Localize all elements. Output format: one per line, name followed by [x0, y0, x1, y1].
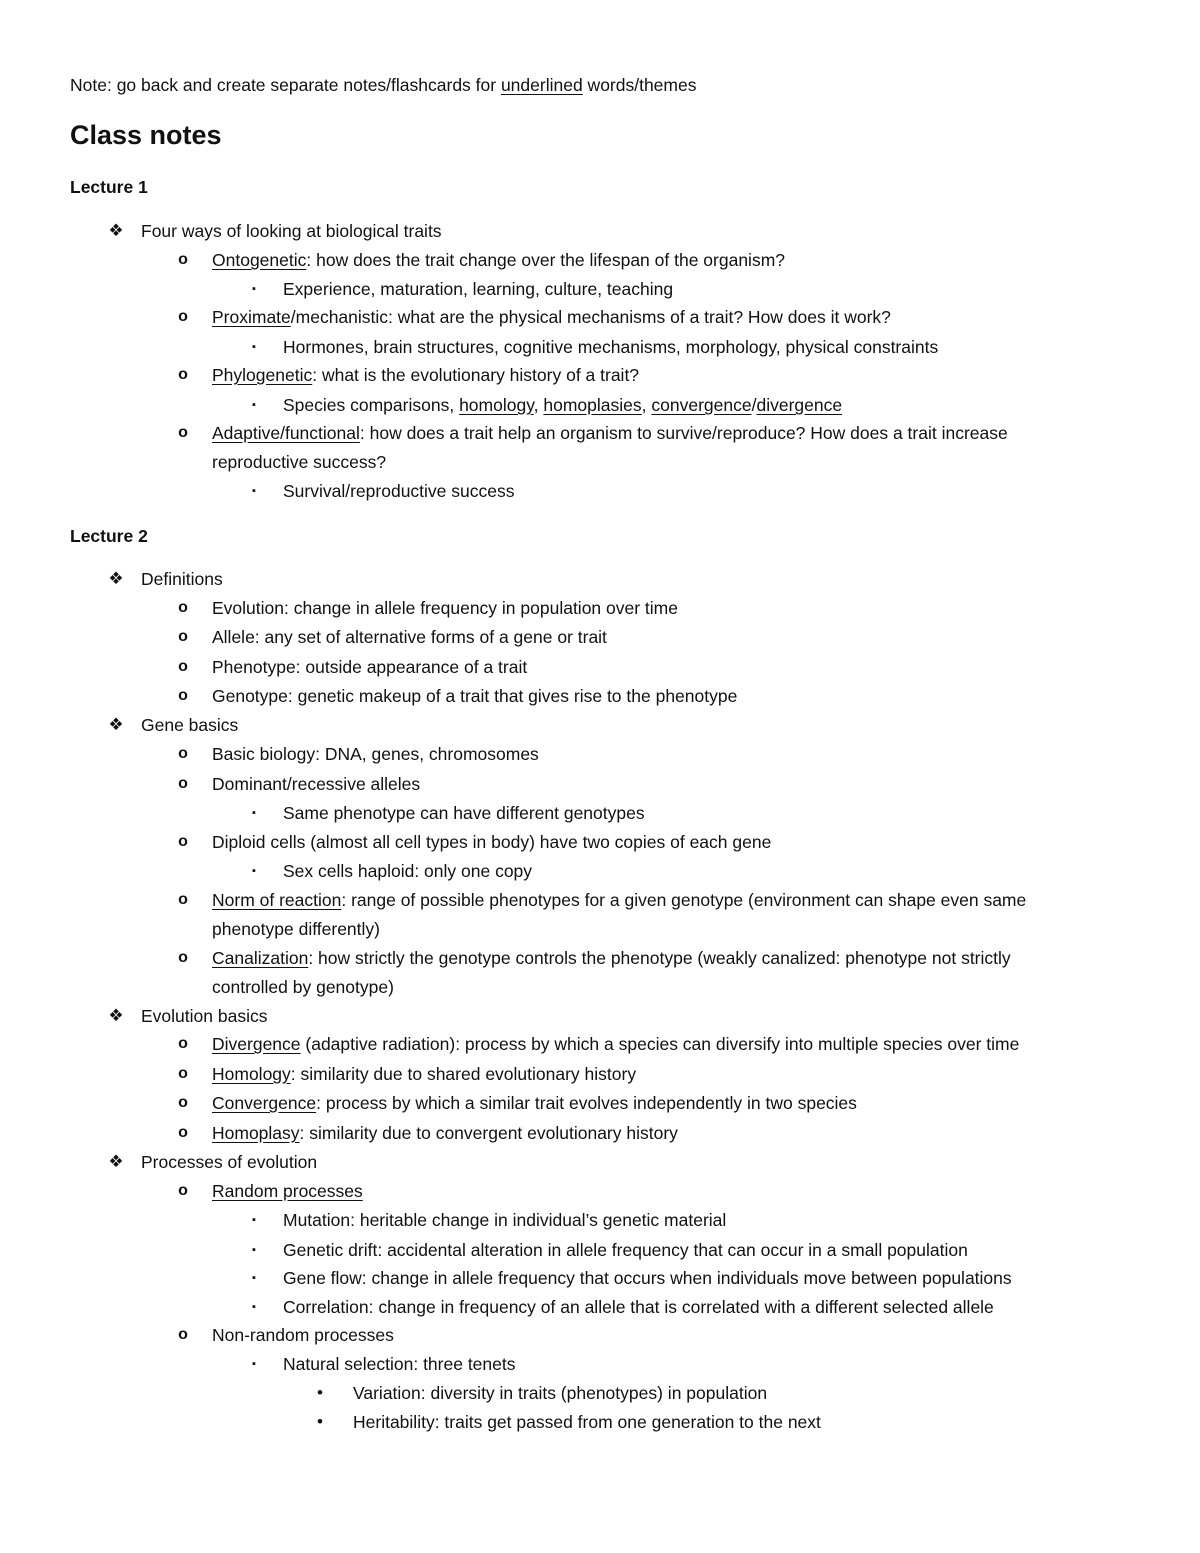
phylo-sub-sep1: ,: [533, 395, 544, 415]
random-process: Genetic drift: accidental alteration in allele frequency that can occur in a small population: [283, 1240, 968, 1260]
phylo-sub-homoplasies: homoplasies: [543, 395, 642, 415]
canalization-item: [212, 946, 1011, 970]
basic-biology-item: Basic biology: DNA, genes, chromosomes: [212, 744, 539, 764]
circle-bullet-icon: o: [178, 1094, 188, 1111]
circle-bullet-icon: o: [178, 599, 188, 616]
note-underlined: underlined: [500, 75, 583, 95]
square-bullet-icon: ▪: [252, 1301, 256, 1313]
dominant-sub: Same phenotype can have different genotypes: [283, 803, 645, 823]
canalization-cont: controlled by genotype): [212, 977, 394, 997]
definition-item: Allele: any set of alternative forms of a gene or trait: [212, 627, 607, 647]
diamond-bullet-icon: ❖: [108, 221, 124, 240]
proximate-sub: Hormones, brain structures, cognitive mechanisms, morphology, physical constraints: [283, 337, 939, 357]
square-bullet-icon: ▪: [252, 1214, 256, 1226]
diamond-bullet-icon: ❖: [108, 569, 124, 588]
circle-bullet-icon: o: [178, 251, 188, 268]
diploid-sub: Sex cells haploid: only one copy: [283, 861, 533, 881]
diamond-bullet-icon: ❖: [108, 715, 124, 734]
dominant-item: Dominant/recessive alleles: [212, 774, 421, 794]
norm-cont: phenotype differently): [212, 919, 380, 939]
proximate-item: [212, 305, 891, 329]
definition-item: Evolution: change in allele frequency in population over time: [212, 598, 678, 618]
circle-bullet-icon: o: [178, 366, 188, 383]
random-processes-item: Random processes: [212, 1181, 363, 1201]
circle-bullet-icon: o: [178, 1182, 188, 1199]
non-random-processes-item: Non-random processes: [212, 1325, 394, 1345]
circle-bullet-icon: o: [178, 1035, 188, 1052]
phylo-sub-slash: /: [751, 395, 757, 415]
square-bullet-icon: ▪: [252, 485, 256, 497]
homology-item: [212, 1062, 636, 1086]
proximate-term: Proximate: [212, 307, 291, 327]
natural-selection-item: Natural selection: three tenets: [283, 1354, 516, 1374]
phylo-sub-prefix: Species comparisons,: [283, 395, 460, 415]
square-bullet-icon: ▪: [252, 807, 256, 819]
square-bullet-icon: ▪: [252, 399, 256, 411]
circle-bullet-icon: o: [178, 628, 188, 645]
phylo-sub-homology: homology: [459, 395, 534, 415]
phylo-sub-convergence: convergence: [651, 395, 752, 415]
square-bullet-icon: ▪: [252, 1244, 256, 1256]
circle-bullet-icon: o: [178, 949, 188, 966]
circle-bullet-icon: o: [178, 1065, 188, 1082]
homoplasy-item: [212, 1121, 678, 1145]
norm-term: Norm of reaction: [212, 890, 342, 910]
circle-bullet-icon: o: [178, 775, 188, 792]
ontogenetic-item: [212, 248, 785, 272]
tenet-item: Heritability: traits get passed from one generation to the next: [353, 1412, 821, 1432]
circle-bullet-icon: o: [178, 658, 188, 675]
note-suffix: words/themes: [582, 75, 697, 95]
dot-bullet-icon: •: [317, 1383, 323, 1402]
square-bullet-icon: ▪: [252, 865, 256, 877]
adaptive-term: Adaptive/functional: [212, 423, 360, 443]
phylo-sub-divergence: divergence: [756, 395, 843, 415]
divergence-term: Divergence: [212, 1034, 301, 1054]
divergence-desc: (adaptive radiation): process by which a species can diversify into multiple species over time: [300, 1034, 1020, 1054]
homoplasy-term: Homoplasy: [212, 1123, 300, 1143]
norm-item: [212, 888, 1026, 912]
random-process: Gene flow: change in allele frequency that occurs when individuals move between populations: [283, 1268, 1012, 1288]
convergence-term: Convergence: [212, 1093, 317, 1113]
homology-term: Homology: [212, 1064, 291, 1084]
square-bullet-icon: ▪: [252, 1358, 256, 1370]
circle-bullet-icon: o: [178, 424, 188, 441]
diamond-bullet-icon: ❖: [108, 1152, 124, 1171]
tenet-item: Variation: diversity in traits (phenotypes) in population: [353, 1383, 768, 1403]
circle-bullet-icon: o: [178, 745, 188, 762]
adaptive-sub: Survival/reproductive success: [283, 481, 515, 501]
note-line: [70, 73, 696, 97]
circle-bullet-icon: o: [178, 687, 188, 704]
phylogenetic-desc: : what is the evolutionary history of a trait?: [312, 365, 640, 385]
convergence-item: [212, 1091, 857, 1115]
ontogenetic-term: Ontogenetic: [212, 250, 307, 270]
square-bullet-icon: ▪: [252, 283, 256, 295]
circle-bullet-icon: o: [178, 1326, 188, 1343]
lecture-2-heading: Lecture 2: [70, 526, 148, 546]
random-process: Correlation: change in frequency of an allele that is correlated with a different selected allele: [283, 1297, 994, 1317]
norm-desc: : range of possible phenotypes for a given genotype (environment can shape even same: [341, 890, 1027, 910]
diploid-item: Diploid cells (almost all cell types in body) have two copies of each gene: [212, 832, 772, 852]
gene-basics-label: Gene basics: [141, 715, 239, 735]
phylo-sub-sep2: ,: [641, 395, 652, 415]
definitions-label: Definitions: [141, 569, 223, 589]
page-title: Class notes: [70, 120, 222, 150]
square-bullet-icon: ▪: [252, 1272, 256, 1284]
note-prefix: Note: go back and create separate notes/flashcards for: [70, 75, 501, 95]
proximate-desc: /mechanistic: what are the physical mechanisms of a trait? How does it work?: [290, 307, 891, 327]
phylogenetic-term: Phylogenetic: [212, 365, 313, 385]
diamond-bullet-icon: ❖: [108, 1006, 124, 1025]
random-process: Mutation: heritable change in individual’s genetic material: [283, 1210, 727, 1230]
circle-bullet-icon: o: [178, 891, 188, 908]
definition-item: Genotype: genetic makeup of a trait that gives rise to the phenotype: [212, 686, 738, 706]
convergence-desc: : process by which a similar trait evolves independently in two species: [316, 1093, 857, 1113]
ontogenetic-sub: Experience, maturation, learning, culture, teaching: [283, 279, 674, 299]
processes-label: Processes of evolution: [141, 1152, 318, 1172]
canalization-desc: : how strictly the genotype controls the phenotype (weakly canalized: phenotype not strictly: [308, 948, 1011, 968]
adaptive-desc: : how does a trait help an organism to survive/reproduce? How does a trait increase: [359, 423, 1008, 443]
adaptive-cont: reproductive success?: [212, 452, 387, 472]
homoplasy-desc: : similarity due to convergent evolutionary history: [299, 1123, 678, 1143]
canalization-term: Canalization: [212, 948, 309, 968]
circle-bullet-icon: o: [178, 308, 188, 325]
circle-bullet-icon: o: [178, 1124, 188, 1141]
evolution-basics-label: Evolution basics: [141, 1006, 268, 1026]
ontogenetic-desc: : how does the trait change over the lifespan of the organism?: [306, 250, 786, 270]
phylogenetic-item: [212, 363, 639, 387]
phylogenetic-sub: [283, 393, 842, 417]
lecture-1-topic: Four ways of looking at biological traits: [141, 221, 442, 241]
dot-bullet-icon: •: [317, 1412, 323, 1431]
square-bullet-icon: ▪: [252, 341, 256, 353]
definition-item: Phenotype: outside appearance of a trait: [212, 657, 528, 677]
lecture-1-heading: Lecture 1: [70, 177, 148, 197]
circle-bullet-icon: o: [178, 833, 188, 850]
homology-desc: : similarity due to shared evolutionary history: [290, 1064, 637, 1084]
adaptive-item: [212, 421, 1008, 445]
divergence-item: [212, 1032, 1019, 1056]
